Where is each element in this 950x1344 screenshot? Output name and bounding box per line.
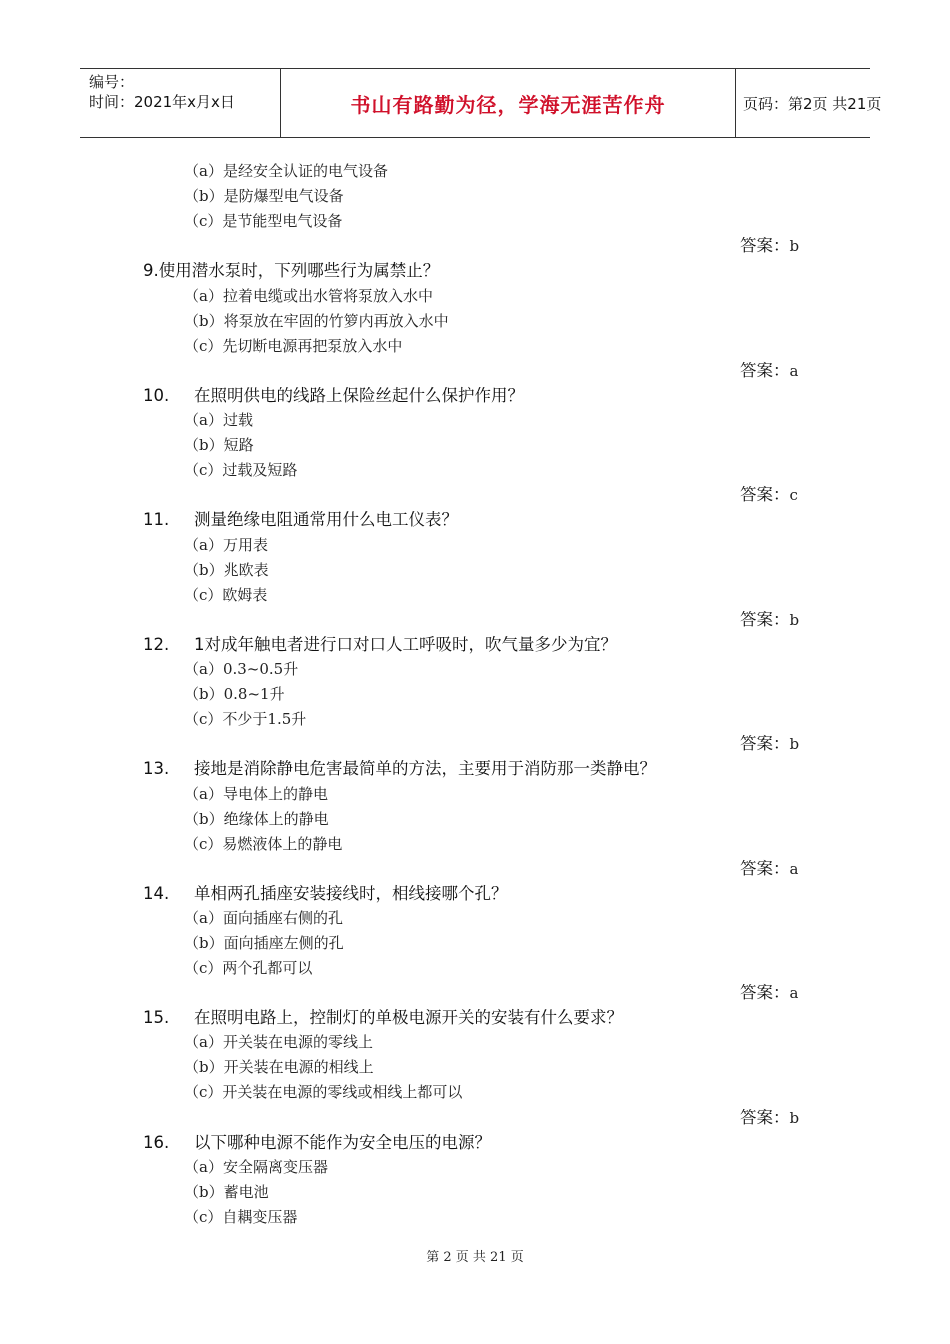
option-item: （a）0.3~0.5升 — [184, 660, 299, 678]
answer-value: a — [789, 984, 799, 1002]
answer-value: c — [789, 486, 798, 504]
answer-value: b — [789, 1109, 800, 1127]
question-text: 测量绝缘电阻通常用什么电工仪表？ — [194, 510, 458, 529]
answer-value: b — [789, 735, 800, 753]
header-info-cell — [80, 69, 280, 137]
option-item: （c）不少于1.5升 — [184, 710, 307, 728]
option-item: （b）短路 — [184, 436, 254, 454]
document-code-label: 编号： — [89, 73, 135, 91]
option-item: （b）是防爆型电气设备 — [184, 187, 344, 205]
option-item: （c）是节能型电气设备 — [184, 212, 343, 230]
answer-line — [740, 858, 798, 880]
question-text: 以下哪种电源不能作为安全电压的电源？ — [194, 1133, 491, 1152]
question-text: 在照明电路上，控制灯的单极电源开关的安装有什么要求？ — [194, 1008, 623, 1027]
question-text: 1对成年触电者进行口对口人工呼吸时，吹气量多少为宜？ — [194, 635, 617, 654]
header-page-info: 页码：第2页 共21页 — [743, 94, 882, 113]
option-item: （b）蓄电池 — [184, 1183, 269, 1201]
question-title — [143, 634, 617, 656]
question-title — [143, 1132, 491, 1154]
question-title — [143, 883, 508, 905]
option-item: （b）开关装在电源的相线上 — [184, 1058, 374, 1076]
option-item: （a）安全隔离变压器 — [184, 1158, 328, 1176]
question-number: 14. — [143, 884, 170, 903]
answer-line — [740, 235, 799, 257]
option-item: （c）易燃液体上的静电 — [184, 835, 343, 853]
option-item: （b）将泵放在牢固的竹箩内再放入水中 — [184, 312, 449, 330]
question-title — [143, 509, 458, 531]
question-number: 10. — [143, 386, 170, 405]
answer-line — [740, 360, 798, 382]
answer-line — [740, 733, 799, 755]
question-title — [143, 385, 524, 407]
answer-label: 答案： — [740, 1108, 790, 1127]
answer-label: 答案： — [740, 734, 790, 753]
answer-label: 答案： — [740, 983, 790, 1002]
question-text: 单相两孔插座安装接线时，相线接哪个孔？ — [194, 884, 508, 903]
option-item: （a）过载 — [184, 411, 253, 429]
option-item: （a）开关装在电源的零线上 — [184, 1033, 373, 1051]
answer-label: 答案： — [740, 859, 790, 878]
option-item: （a）是经安全认证的电气设备 — [184, 162, 388, 180]
answer-line — [740, 982, 798, 1004]
option-item: （c）欧姆表 — [184, 586, 268, 604]
option-item: （c）先切断电源再把泵放入水中 — [184, 337, 403, 355]
option-item: （b）兆欧表 — [184, 561, 269, 579]
option-item: （b）面向插座左侧的孔 — [184, 934, 344, 952]
page-header — [80, 68, 882, 138]
question-number: 15. — [143, 1008, 170, 1027]
question-number: 13. — [143, 759, 170, 778]
option-item: （c）过载及短路 — [184, 461, 298, 479]
answer-value: a — [789, 362, 799, 380]
document-date: 时间：2021年x月x日 — [89, 93, 235, 111]
question-text: 接地是消除静电危害最简单的方法，主要用于消防那一类静电？ — [194, 759, 656, 778]
question-number: 9. — [143, 261, 159, 280]
answer-label: 答案： — [740, 610, 790, 629]
question-text: 在照明供电的线路上保险丝起什么保护作用？ — [194, 386, 524, 405]
motto-text: 书山有路勤为径，学海无涯苦作舟 — [350, 92, 666, 117]
question-title — [143, 758, 656, 780]
question-title — [143, 260, 439, 282]
question-text: 使用潜水泵时，下列哪些行为属禁止？ — [158, 261, 440, 280]
option-item: （a）万用表 — [184, 536, 268, 554]
question-number: 16. — [143, 1133, 170, 1152]
answer-label: 答案： — [740, 361, 790, 380]
option-item: （c）两个孔都可以 — [184, 959, 313, 977]
question-title — [143, 1007, 623, 1029]
page-footer: 第 2 页 共 21 页 — [426, 1250, 524, 1265]
answer-value: b — [789, 611, 800, 629]
header-motto-cell — [280, 69, 736, 137]
answer-line — [740, 609, 799, 631]
answer-label: 答案： — [740, 236, 790, 255]
answer-line — [740, 484, 798, 506]
option-item: （c）自耦变压器 — [184, 1208, 298, 1226]
question-number: 12. — [143, 635, 170, 654]
question-number: 11. — [143, 510, 170, 529]
option-item: （b）0.8~1升 — [184, 685, 285, 703]
option-item: （c）开关装在电源的零线或相线上都可以 — [184, 1083, 463, 1101]
option-item: （a）拉着电缆或出水管将泵放入水中 — [184, 287, 433, 305]
header-page-cell — [735, 69, 882, 137]
answer-line — [740, 1107, 799, 1129]
option-item: （a）导电体上的静电 — [184, 785, 328, 803]
answer-value: b — [789, 237, 800, 255]
answer-value: a — [789, 860, 799, 878]
answer-label: 答案： — [740, 485, 790, 504]
option-item: （b）绝缘体上的静电 — [184, 810, 329, 828]
option-item: （a）面向插座右侧的孔 — [184, 909, 343, 927]
